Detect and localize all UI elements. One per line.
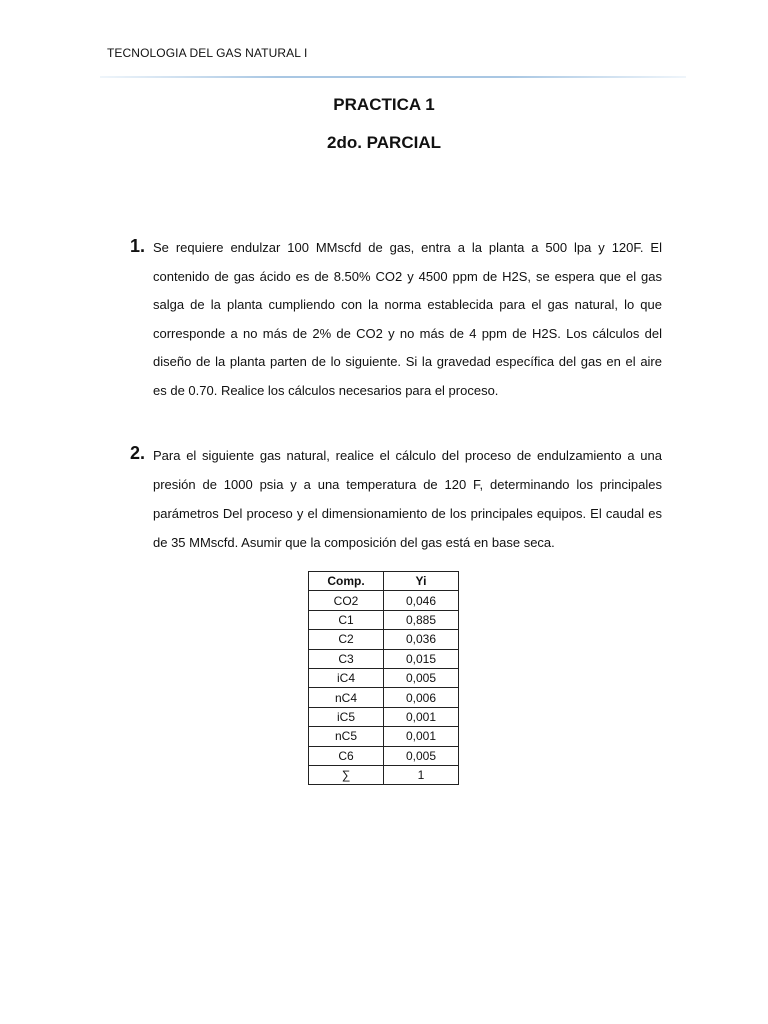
question-1 bbox=[130, 234, 662, 406]
question-text: Se requiere endulzar 100 MMscfd de gas, entra a la planta a 500 lpa y 120F. El contenido de gas ácido es de 8.50% CO2 y 4500 ppm de H2S, se espera que el gas salga de la planta cumpliendo con la norma establecida para el gas natural, lo que corresponde a no más de 2% de CO2 y no más de 4 ppm de H2S. Los cálculos del diseño de la planta parten de lo siguiente. Si la gravedad específica del gas en el aire es de 0.70. Realice los cálculos necesarios para el proceso. bbox=[153, 240, 662, 398]
fraction-cell: 0,885 bbox=[384, 610, 459, 629]
table-row bbox=[309, 727, 459, 746]
component-cell: nC5 bbox=[309, 727, 384, 746]
table-row bbox=[309, 668, 459, 687]
document-subtitle: 2do. PARCIAL bbox=[327, 133, 441, 152]
table-header-row bbox=[309, 572, 459, 591]
sum-value-cell: 1 bbox=[384, 765, 459, 784]
component-cell: C1 bbox=[309, 610, 384, 629]
component-cell: iC4 bbox=[309, 668, 384, 687]
component-cell: nC4 bbox=[309, 688, 384, 707]
fraction-cell: 0,005 bbox=[384, 668, 459, 687]
table-row bbox=[309, 649, 459, 668]
question-number: 1. bbox=[130, 236, 146, 256]
fraction-cell: 0,005 bbox=[384, 746, 459, 765]
table-row bbox=[309, 746, 459, 765]
gas-composition-table bbox=[308, 571, 459, 785]
fraction-cell: 0,001 bbox=[384, 707, 459, 726]
component-cell: C3 bbox=[309, 649, 384, 668]
sum-symbol-cell: ∑ bbox=[309, 765, 384, 784]
component-cell: CO2 bbox=[309, 591, 384, 610]
fraction-cell: 0,046 bbox=[384, 591, 459, 610]
question-text: Para el siguiente gas natural, realice el cálculo del proceso de endulzamiento a una presión de 1000 psia y a una temperatura de 120 F, determinando los principales parámetros Del proceso y el dimensionamiento de los principales equipos. El caudal es de 35 MMscfd. Asumir que la composición del gas está en base seca. bbox=[153, 448, 662, 550]
table-total-row bbox=[309, 765, 459, 784]
fraction-cell: 0,001 bbox=[384, 727, 459, 746]
fraction-cell: 0,015 bbox=[384, 649, 459, 668]
table-row bbox=[309, 688, 459, 707]
fraction-cell: 0,006 bbox=[384, 688, 459, 707]
component-cell: C2 bbox=[309, 630, 384, 649]
header-divider bbox=[100, 76, 686, 78]
table-row bbox=[309, 591, 459, 610]
component-cell: iC5 bbox=[309, 707, 384, 726]
question-number: 2. bbox=[130, 443, 146, 463]
table-row bbox=[309, 707, 459, 726]
component-cell: C6 bbox=[309, 746, 384, 765]
document-title: PRACTICA 1 bbox=[333, 95, 435, 114]
question-2 bbox=[130, 441, 662, 557]
page-header: TECNOLOGIA DEL GAS NATURAL I bbox=[107, 46, 308, 60]
fraction-cell: 0,036 bbox=[384, 630, 459, 649]
column-header-component: Comp. bbox=[309, 572, 384, 591]
table-row bbox=[309, 630, 459, 649]
column-header-mole-fraction: Yi bbox=[384, 572, 459, 591]
table-row bbox=[309, 610, 459, 629]
